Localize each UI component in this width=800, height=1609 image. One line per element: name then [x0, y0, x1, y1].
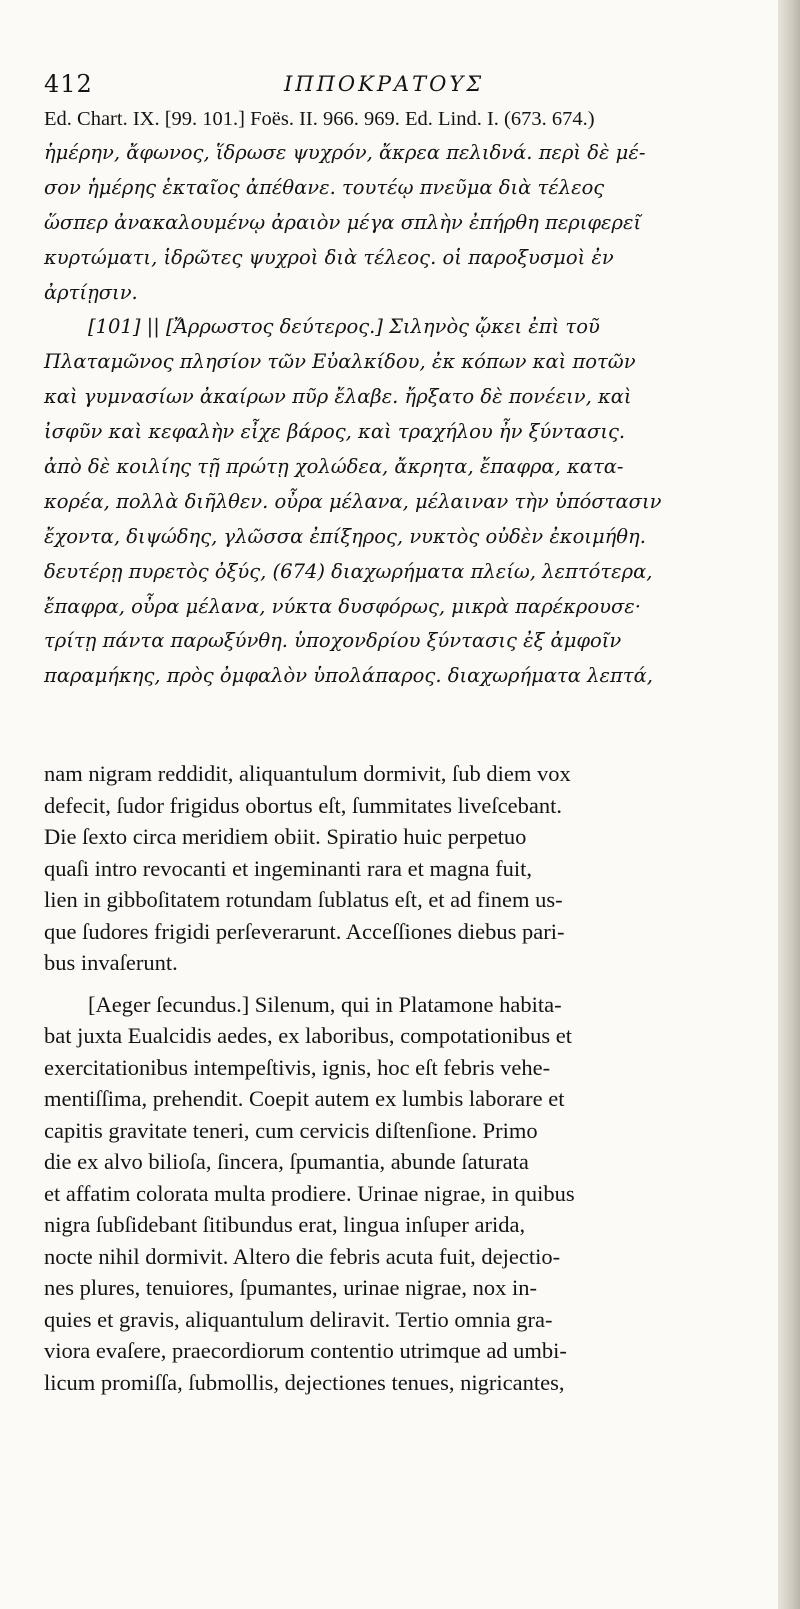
latin-line — [44, 1241, 760, 1273]
greek-line — [44, 241, 760, 276]
greek-text-block — [44, 136, 760, 694]
latin-line-text: bus invaſerunt. — [44, 950, 178, 975]
latin-line — [44, 1335, 760, 1367]
greek-line-text: καὶ γυμνασίων ἀκαίρων πῦρ ἔλαβε. ἤρξατο δὲ πονέειν, καὶ — [44, 385, 632, 409]
latin-line-text: quaſi intro revocanti et ingeminanti rara et magna fuit, — [44, 855, 532, 881]
greek-line-text: ἰσφῦν καὶ κεφαλὴν εἶχε βάρος, καὶ τραχήλου ἦν ξύντασις. — [44, 420, 626, 444]
latin-line — [44, 1020, 760, 1052]
greek-line-text: κυρτώματι, ἱδρῶτες ψυχροὶ διὰ τέλεος. οἱ παροξυσμοὶ ἐν — [44, 245, 614, 269]
page-header — [44, 70, 740, 104]
latin-line — [44, 821, 760, 853]
latin-line — [44, 1367, 760, 1399]
greek-line — [44, 624, 760, 659]
greek-line-text: σον ἡμέρης ἑκταῖος ἀπέθανε. τουτέῳ πνεῦμα διὰ τέλεος — [44, 175, 605, 199]
greek-line — [44, 206, 760, 241]
running-title: ΙΠΠΟΚΡΑΤΟΥΣ — [284, 72, 485, 96]
greek-line — [44, 485, 760, 520]
greek-line-text: ἀρτίῃσιν. — [44, 280, 138, 304]
latin-line — [44, 1304, 760, 1336]
latin-line-text: nigra ſubſidebant ſitibundus erat, lingua inſuper arida, — [44, 1212, 526, 1237]
latin-line — [44, 1178, 760, 1210]
latin-line-text: quies et gravis, aliquantulum deliravit. Tertio omnia gra- — [44, 1306, 553, 1332]
page-number: 412 — [44, 70, 93, 98]
latin-line-text: bat juxta Eualcidis aedes, ex laboribus, compotationibus et — [44, 1023, 572, 1048]
greek-line — [44, 415, 760, 450]
greek-line-text: ἔπαφρα, οὖρα μέλανα, νύκτα δυσφόρως, μικρὰ παρέκρουσε· — [44, 594, 641, 618]
greek-line-text: ἡμέρην, ἄφωνος, ἵδρωσε ψυχρόν, ἄκρεα πελιδνά. περὶ δὲ μέ- — [44, 141, 646, 164]
latin-line-text: [Aeger ſecundus.] Silenum, qui in Platamone habita- — [88, 991, 562, 1017]
latin-line-text: die ex alvo bilioſa, ſincera, ſpumantia, abunde ſaturata — [44, 1149, 529, 1174]
greek-line — [44, 345, 760, 380]
latin-line-text: nes plures, tenuiores, ſpumantes, urinae nigrae, nox in- — [44, 1275, 537, 1300]
latin-line — [44, 1115, 760, 1147]
latin-text-block — [44, 758, 760, 1398]
latin-line-text: nocte nihil dormivit. Altero die febris acuta fuit, dejectio- — [44, 1243, 561, 1269]
latin-line-text: defecit, ſudor frigidus obortus eſt, ſummitates liveſcebant. — [44, 792, 562, 818]
latin-line — [44, 1052, 760, 1084]
page-edge-shadow — [778, 0, 800, 1609]
greek-line — [44, 659, 760, 694]
latin-line — [44, 853, 760, 885]
greek-line — [44, 380, 760, 415]
latin-line — [44, 1272, 760, 1304]
greek-line-text: ὥσπερ ἀνακαλουμένῳ ἀραιὸν μέγα σπλὴν ἐπήρθη περιφερεῖ — [44, 210, 642, 234]
latin-line-text: licum promiſſa, ſubmollis, dejectiones tenues, nigricantes, — [44, 1369, 565, 1395]
latin-line — [44, 758, 760, 790]
latin-line — [44, 989, 760, 1021]
latin-line — [44, 947, 760, 979]
latin-line — [44, 1209, 760, 1241]
greek-line-text: τρίτῃ πάντα παρωξύνθη. ὑποχονδρίου ξύντασις ἐξ ἀμφοῖν — [44, 629, 622, 653]
greek-line — [44, 276, 760, 311]
greek-line-text: [101] || [Ἄρρωστος δεύτερος.] Σιληνὸς ᾤκει ἐπὶ τοῦ — [88, 315, 600, 339]
latin-line — [44, 916, 760, 948]
greek-line-text: Πλαταμῶνος πλησίον τῶν Εὐαλκίδου, ἐκ κόπων καὶ ποτῶν — [44, 350, 636, 374]
greek-line-text: ἔχοντα, διψώδης, γλῶσσα ἐπίξηρος, νυκτὸς οὐδὲν ἐκοιμήθη. — [44, 524, 646, 548]
greek-line — [44, 136, 760, 171]
latin-line-text: nam nigram reddidit, aliquantulum dormivit, ſub diem vox — [44, 761, 571, 786]
latin-line — [44, 1146, 760, 1178]
greek-line-text: κορέα, πολλὰ διῆλθεν. οὖρα μέλανα, μέλαιναν τὴν ὑπόστασιν — [44, 489, 662, 513]
latin-line-text: Die ſexto circa meridiem obiit. Spiratio huic perpetuo — [44, 824, 527, 849]
latin-line-text: capitis gravitate teneri, cum cervicis diſtenſione. Primo — [44, 1117, 538, 1143]
greek-line — [44, 520, 760, 555]
greek-line — [44, 450, 760, 485]
latin-line-text: mentiſſima, prehendit. Coepit autem ex lumbis laborare et — [44, 1086, 565, 1111]
latin-line — [44, 1083, 760, 1115]
greek-line — [44, 310, 760, 345]
greek-line — [44, 555, 760, 590]
greek-line-text: παραμήκης, πρὸς ὀμφαλὸν ὑπολάπαρος. διαχωρήματα λεπτά, — [44, 664, 653, 688]
latin-line — [44, 884, 760, 916]
greek-line — [44, 590, 760, 625]
latin-line-text: que ſudores frigidi perſeverarunt. Acceſſiones diebus pari- — [44, 918, 565, 944]
greek-line-text: ἀπὸ δὲ κοιλίης τῇ πρώτῃ χολώδεα, ἄκρητα, ἔπαφρα, κατα- — [44, 455, 624, 479]
latin-line-text: exercitationibus intempeſtivis, ignis, hoc eſt febris vehe- — [44, 1054, 551, 1080]
greek-line-text: δευτέρῃ πυρετὸς ὀξύς, (674) διαχωρήματα πλείω, λεπτότερα, — [44, 559, 653, 583]
latin-line-text: et affatim colorata multa prodiere. Urinae nigrae, in quibus — [44, 1180, 575, 1206]
edition-reference-line: Ed. Chart. IX. [99. 101.] Foës. II. 966. 969. Ed. Lind. I. (673. 674.) — [44, 108, 595, 130]
greek-line — [44, 171, 760, 206]
latin-line — [44, 790, 760, 822]
latin-line-text: lien in gibboſitatem rotundam ſublatus eſt, et ad finem us- — [44, 887, 563, 912]
latin-line-text: viora evaſere, praecordiorum contentio utrimque ad umbi- — [44, 1338, 567, 1363]
